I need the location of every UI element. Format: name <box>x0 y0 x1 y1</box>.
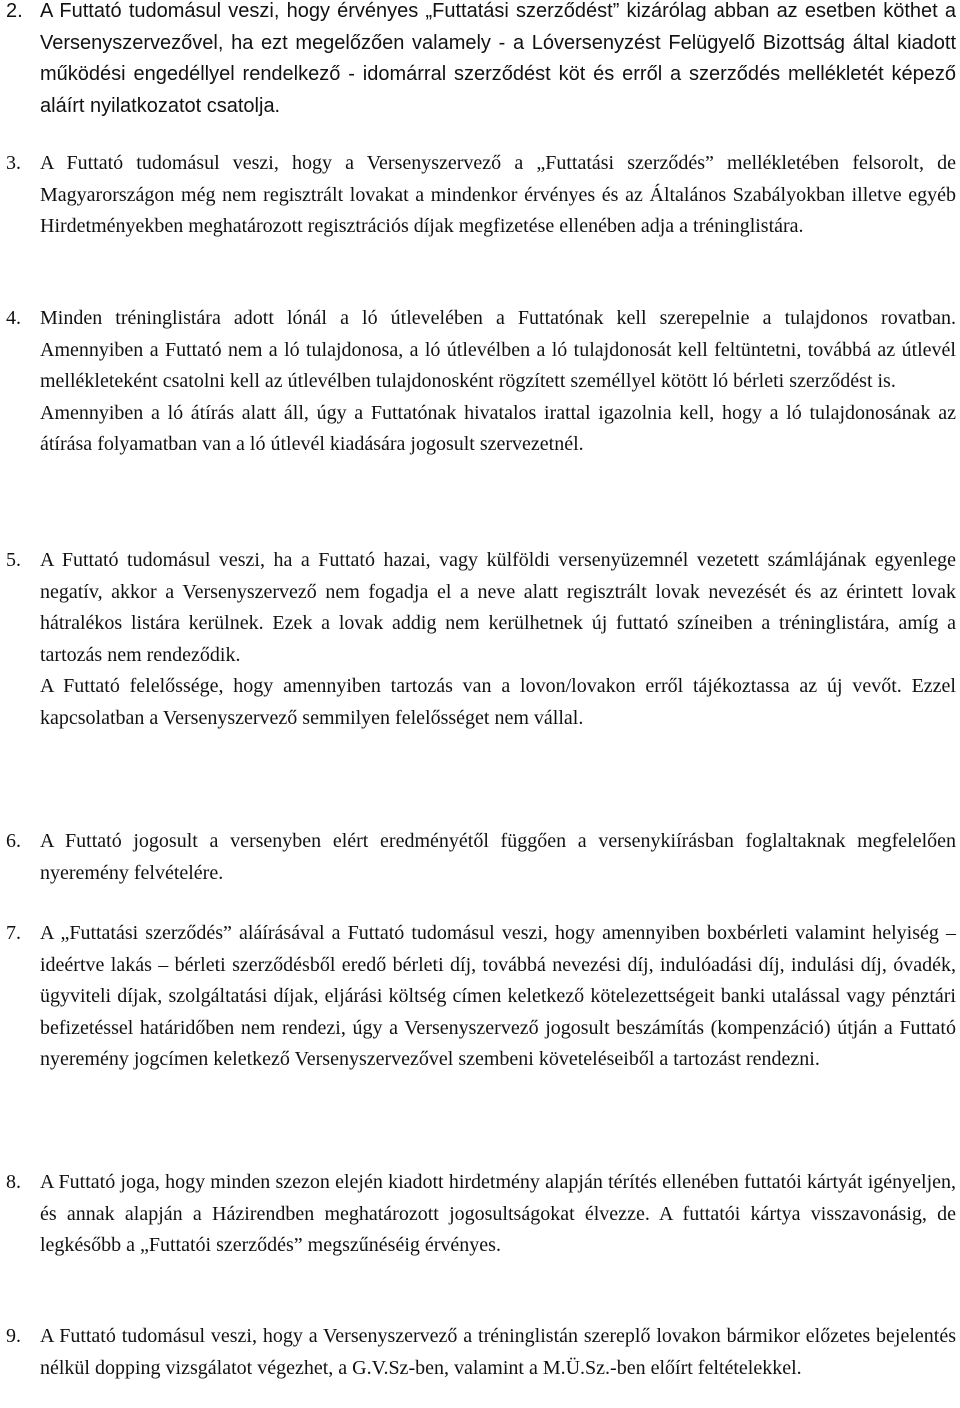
item-text <box>40 1167 956 1262</box>
item-paragraph: A „Futtatási szerződés” aláírásával a Futtató tudomásul veszi, hogy amennyiben boxbérleti valamint helyiség – ideértve lakás – bérleti szerződésből eredő bérleti díj, továbbá nevezési díj, indulóadási díj, indulási díj, óvadék, ügyviteli díjak, szolgáltatási díjak, eljárási költség címen keletkező kötelezettségeit banki utalással vagy pénztári befizetéssel határidőben nem rendezi, úgy a Versenyszervező jogosult beszámítás (kompenzáció) útján a Futtató nyeremény jogcímen keletkező Versenyszervezővel szembeni követeléseiből a tartozást rendezni. <box>40 922 956 1070</box>
item-paragraph: A Futtató tudomásul veszi, ha a Futtató hazai, vagy külföldi versenyüzemnél vezetett számlájának egyenlege negatív, akkor a Versenyszervező nem fogadja el a neve alatt regisztrált lovak nevezését és az érintett lovak hátralékos listára kerülnek. Ezek a lovak addig nem kerülhetnek új futtató színeiben a tréninglistára, amíg a tartozás nem rendeződik. <box>40 549 956 666</box>
item-number: 8. <box>6 1171 21 1193</box>
item-text <box>40 826 956 889</box>
item-paragraph: A Futtató tudomásul veszi, hogy a Versenyszervező a „Futtatási szerződés” mellékletében felsorolt, de Magyarországon még nem regisztrált lovakat a mindenkor érvényes és az Általános Szabályokban illetve egyéb Hirdetményekben meghatározott regisztrációs díjak megfizetése ellenében adja a tréninglistára. <box>40 152 956 237</box>
list-item-9 <box>6 1321 956 1384</box>
item-paragraph: Minden tréninglistára adott lónál a ló útlevelében a Futtatónak kell szerepelnie a tulajdonos rovatban. Amennyiben a Futtató nem a ló tulajdonosa, a ló útlevélben a ló tulajdonosát kell feltüntetni, továbbá az útlevél mellékleteként csatolni kell az útlevélben tulajdonosként rögzített személlyel kötött ló bérleti szerződést is. <box>40 307 956 392</box>
item-number: 6. <box>6 830 21 852</box>
item-number: 2. <box>6 0 23 22</box>
list-item-8 <box>6 1167 956 1262</box>
list-item-3 <box>6 148 956 243</box>
item-text <box>40 545 956 734</box>
item-paragraph: A Futtató joga, hogy minden szezon elején kiadott hirdetmény alapján térítés ellenében futtatói kártyát igényeljen, és annak alapján a Házirendben meghatározott jogosultságokat élvezze. A futtatói kártya visszavonásig, de legkésőbb a „Futtatói szerződés” megszűnéséig érvényes. <box>40 1171 956 1256</box>
list-item-5 <box>6 545 956 734</box>
item-text <box>40 1321 956 1384</box>
item-number: 5. <box>6 549 21 571</box>
item-paragraph: A Futtató jogosult a versenyben elért eredményétől függően a versenykiírásban foglaltaknak megfelelően nyeremény felvételére. <box>40 830 956 884</box>
item-text <box>40 918 956 1076</box>
item-number: 3. <box>6 152 21 174</box>
item-number: 4. <box>6 307 21 329</box>
item-text <box>40 303 956 461</box>
item-paragraph: A Futtató tudomásul veszi, hogy a Versenyszervező a tréninglistán szereplő lovakon bármikor előzetes bejelentés nélkül dopping vizsgálatot végezhet, a G.V.Sz-ben, valamint a M.Ü.Sz.-ben előírt feltételekkel. <box>40 1325 956 1379</box>
item-paragraph: A Futtató felelőssége, hogy amennyiben tartozás van a lovon/lovakon erről tájékoztassa az új vevőt. Ezzel kapcsolatban a Versenyszervező semmilyen felelősséget nem vállal. <box>40 675 956 729</box>
list-item-7 <box>6 918 956 1076</box>
list-item-6 <box>6 826 956 889</box>
item-number: 9. <box>6 1325 21 1347</box>
item-paragraph: Amennyiben a ló átírás alatt áll, úgy a Futtatónak hivatalos irattal igazolnia kell, hogy a ló tulajdonosának az átírása folyamatban van a ló útlevél kiadására jogosult szervezetnél. <box>40 401 956 455</box>
item-text <box>40 148 956 243</box>
item-number: 7. <box>6 922 21 944</box>
item-paragraph: A Futtató tudomásul veszi, hogy érvényes „Futtatási szerződést” kizárólag abban az esetben köthet a Versenyszervezővel, ha ezt megelőzően valamely - a Lóversenyzést Felügyelő Bizottság által kiadott működési engedéllyel rendelkező - idomárral szerződést köt és erről a szerződés mellékletét képező aláírt nyilatkozatot csatolja. <box>40 0 956 117</box>
item-text <box>40 0 956 122</box>
list-item-4 <box>6 303 956 461</box>
list-item-2 <box>6 0 956 122</box>
